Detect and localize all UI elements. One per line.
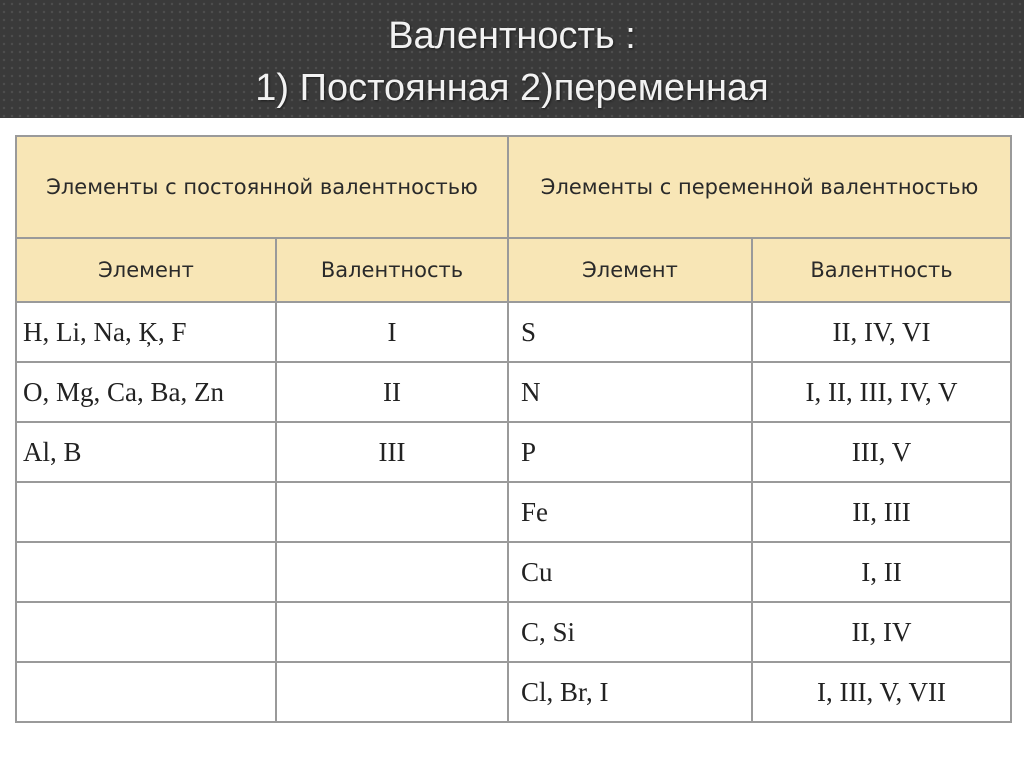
constant-valence-cell xyxy=(276,542,508,602)
constant-valence-group-header: Элементы с постоянной валентностью xyxy=(16,136,508,238)
constant-element-cell: O, Mg, Ca, Ba, Zn xyxy=(16,362,276,422)
variable-valence-cell: III, V xyxy=(752,422,1011,482)
table-row xyxy=(16,482,1011,542)
constant-valence-cell: I xyxy=(276,302,508,362)
constant-element-cell xyxy=(16,542,276,602)
variable-valence-cell: I, III, V, VII xyxy=(752,662,1011,722)
variable-element-cell: N xyxy=(508,362,752,422)
variable-valence-cell: I, II, III, IV, V xyxy=(752,362,1011,422)
title-line-2: 1) Постоянная 2)переменная xyxy=(255,67,769,109)
constant-valence-cell: III xyxy=(276,422,508,482)
variable-valence-cell: II, IV, VI xyxy=(752,302,1011,362)
variable-valence-cell: II, IV xyxy=(752,602,1011,662)
constant-element-cell: Al, B xyxy=(16,422,276,482)
variable-element-cell: C, Si xyxy=(508,602,752,662)
variable-element-header: Элемент xyxy=(508,238,752,302)
constant-valence-cell: II xyxy=(276,362,508,422)
constant-element-cell xyxy=(16,662,276,722)
constant-element-cell xyxy=(16,482,276,542)
constant-valence-cell xyxy=(276,602,508,662)
valence-table xyxy=(15,135,1012,723)
slide-header xyxy=(0,0,1024,118)
table-row xyxy=(16,302,1011,362)
variable-valence-cell: I, II xyxy=(752,542,1011,602)
variable-valence-group-header: Элементы с переменной валентностью xyxy=(508,136,1011,238)
table-row xyxy=(16,542,1011,602)
variable-valence-header: Валентность xyxy=(752,238,1011,302)
variable-element-cell: Fe xyxy=(508,482,752,542)
table-row xyxy=(16,602,1011,662)
title-line-1: Валентность : xyxy=(388,15,636,57)
constant-valence-cell xyxy=(276,482,508,542)
table-row xyxy=(16,662,1011,722)
variable-element-cell: P xyxy=(508,422,752,482)
column-header-row xyxy=(16,238,1011,302)
constant-valence-cell xyxy=(276,662,508,722)
variable-element-cell: Cu xyxy=(508,542,752,602)
valence-table-container xyxy=(15,135,1010,747)
table-row xyxy=(16,362,1011,422)
variable-valence-cell: II, III xyxy=(752,482,1011,542)
variable-element-cell: S xyxy=(508,302,752,362)
constant-valence-header: Валентность xyxy=(276,238,508,302)
table-row xyxy=(16,422,1011,482)
constant-element-cell xyxy=(16,602,276,662)
constant-element-header: Элемент xyxy=(16,238,276,302)
constant-element-cell: H, Li, Na, Ķ, F xyxy=(16,302,276,362)
variable-element-cell: Cl, Br, I xyxy=(508,662,752,722)
slide-title xyxy=(0,10,1024,114)
group-header-row xyxy=(16,136,1011,238)
